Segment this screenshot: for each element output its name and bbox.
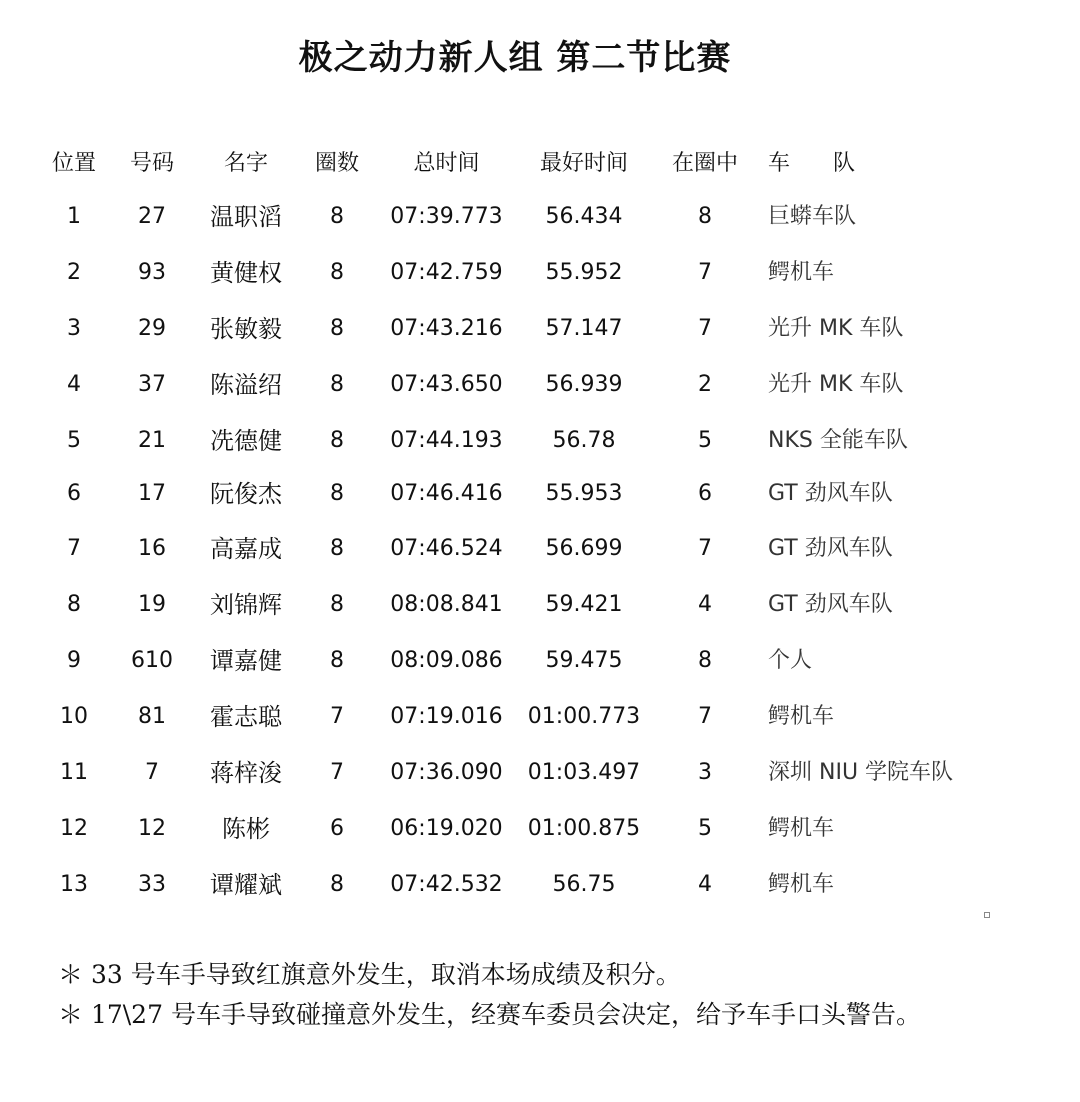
cell-number: 12: [138, 816, 166, 841]
cell-in-lap: 5: [698, 428, 712, 453]
cell-name: 张敏毅: [210, 315, 282, 343]
cell-laps: 8: [330, 648, 344, 673]
cell-name: 蒋梓浚: [210, 759, 282, 787]
cell-position: 11: [60, 760, 88, 785]
cell-in-lap: 2: [698, 372, 712, 397]
cell-total-time: 07:19.016: [390, 704, 503, 729]
cell-total-time: 07:39.773: [390, 204, 503, 229]
cell-in-lap: 4: [698, 592, 712, 617]
cell-total-time: 07:42.532: [390, 872, 503, 897]
cell-laps: 8: [330, 428, 344, 453]
cell-position: 5: [67, 428, 81, 453]
cell-name: 冼德健: [210, 427, 282, 455]
cell-position: 3: [67, 316, 81, 341]
cell-position: 2: [67, 260, 81, 285]
cell-in-lap: 6: [698, 481, 712, 506]
cell-number: 610: [131, 648, 173, 673]
cell-name: 高嘉成: [210, 535, 282, 563]
header-laps: 圈数: [314, 151, 359, 176]
cell-number: 37: [138, 372, 166, 397]
cell-team: 光升 MK 车队: [768, 372, 904, 397]
cell-team: 鳄机车: [768, 872, 835, 897]
table-row: [0, 689, 1080, 745]
cell-team: 巨蟒车队: [768, 204, 857, 229]
cell-best-time: 01:00.773: [527, 704, 641, 729]
header-team: 车 队: [768, 151, 873, 176]
table-row: [0, 245, 1080, 301]
cell-team: GT 劲风车队: [768, 592, 893, 617]
cell-team: GT 劲风车队: [768, 536, 893, 561]
cell-total-time: 07:46.416: [390, 481, 503, 506]
cell-name: 谭嘉健: [210, 647, 282, 675]
cell-team: GT 劲风车队: [768, 481, 893, 506]
cell-number: 29: [138, 316, 166, 341]
cell-best-time: 55.952: [545, 260, 623, 285]
cell-total-time: 08:09.086: [390, 648, 503, 673]
cell-team: NKS 全能车队: [768, 428, 908, 453]
table-row: [0, 801, 1080, 857]
cell-laps: 8: [330, 316, 344, 341]
header-best-time: 最好时间: [539, 151, 628, 176]
page-title: 极之动力新人组 第二节比赛: [298, 38, 732, 78]
table-row: [0, 521, 1080, 577]
cell-best-time: 01:00.875: [527, 816, 641, 841]
cell-name: 刘锦辉: [210, 591, 282, 619]
cell-best-time: 59.475: [545, 648, 623, 673]
cell-position: 8: [67, 592, 81, 617]
cell-laps: 8: [330, 536, 344, 561]
cell-in-lap: 8: [698, 648, 712, 673]
cell-team: 鳄机车: [768, 816, 835, 841]
cell-position: 1: [67, 204, 81, 229]
cell-total-time: 07:43.216: [390, 316, 503, 341]
cell-name: 陈溢绍: [210, 371, 282, 399]
cell-in-lap: 4: [698, 872, 712, 897]
cell-number: 16: [138, 536, 166, 561]
cell-in-lap: 7: [698, 316, 712, 341]
table-row: [0, 301, 1080, 357]
cell-best-time: 56.75: [552, 872, 616, 897]
cell-total-time: 07:46.524: [390, 536, 503, 561]
cell-best-time: 59.421: [545, 592, 623, 617]
cell-total-time: 07:42.759: [390, 260, 503, 285]
cell-in-lap: 8: [698, 204, 712, 229]
footnote-red-flag: ＊ 33 号车手导致红旗意外发生，取消本场成绩及积分。: [58, 960, 681, 989]
table-row: [0, 745, 1080, 801]
cell-number: 19: [138, 592, 166, 617]
cell-number: 21: [138, 428, 166, 453]
cell-in-lap: 7: [698, 260, 712, 285]
cell-team: 光升 MK 车队: [768, 316, 904, 341]
cell-number: 17: [138, 481, 166, 506]
cell-laps: 6: [330, 816, 344, 841]
cell-position: 7: [67, 536, 81, 561]
cell-total-time: 07:36.090: [390, 760, 503, 785]
cell-best-time: 55.953: [545, 481, 623, 506]
cell-laps: 7: [330, 760, 344, 785]
cell-laps: 7: [330, 704, 344, 729]
cell-in-lap: 3: [698, 760, 712, 785]
header-name: 名字: [223, 151, 268, 176]
cell-best-time: 57.147: [545, 316, 623, 341]
cell-laps: 8: [330, 204, 344, 229]
cell-position: 9: [67, 648, 81, 673]
cell-number: 33: [138, 872, 166, 897]
table-row: [0, 466, 1080, 522]
cell-team: 鳄机车: [768, 260, 835, 285]
cell-name: 陈彬: [222, 815, 270, 843]
table-row: [0, 857, 1080, 913]
table-row: [0, 189, 1080, 245]
cell-in-lap: 7: [698, 536, 712, 561]
cell-laps: 8: [330, 481, 344, 506]
cell-position: 10: [60, 704, 88, 729]
cell-number: 7: [145, 760, 159, 785]
table-row: [0, 633, 1080, 689]
cell-best-time: 56.699: [545, 536, 623, 561]
cell-number: 81: [138, 704, 166, 729]
cell-team: 个人: [768, 648, 813, 673]
cell-position: 12: [60, 816, 88, 841]
cell-total-time: 08:08.841: [390, 592, 503, 617]
cell-position: 6: [67, 481, 81, 506]
cell-laps: 8: [330, 260, 344, 285]
cell-best-time: 56.78: [552, 428, 616, 453]
header-number: 号码: [129, 151, 174, 176]
cell-total-time: 07:43.650: [390, 372, 503, 397]
header-total-time: 总时间: [413, 151, 480, 176]
cell-name: 黄健权: [210, 259, 282, 287]
cell-in-lap: 7: [698, 704, 712, 729]
cell-best-time: 56.939: [545, 372, 623, 397]
cell-best-time: 01:03.497: [527, 760, 641, 785]
cell-position: 4: [67, 372, 81, 397]
cell-name: 霍志聪: [210, 703, 282, 731]
cell-number: 27: [138, 204, 166, 229]
cell-in-lap: 5: [698, 816, 712, 841]
table-row: [0, 413, 1080, 469]
header-in-lap: 在圈中: [671, 151, 738, 176]
cell-best-time: 56.434: [545, 204, 623, 229]
cell-team: 深圳 NIU 学院车队: [768, 760, 954, 785]
cell-number: 93: [138, 260, 166, 285]
header-position: 位置: [51, 151, 96, 176]
cell-team: 鳄机车: [768, 704, 835, 729]
cell-name: 阮俊杰: [210, 480, 282, 508]
table-row: [0, 357, 1080, 413]
table-row: [0, 577, 1080, 633]
cell-laps: 8: [330, 372, 344, 397]
cell-name: 温职滔: [210, 203, 282, 231]
cell-laps: 8: [330, 872, 344, 897]
stray-marker: [984, 912, 990, 918]
cell-total-time: 06:19.020: [390, 816, 503, 841]
footnote-collision: ＊ 17\27 号车手导致碰撞意外发生，经赛车委员会决定，给予车手口头警告。: [58, 1000, 921, 1029]
cell-total-time: 07:44.193: [390, 428, 503, 453]
cell-position: 13: [60, 872, 88, 897]
cell-name: 谭耀斌: [210, 871, 282, 899]
cell-laps: 8: [330, 592, 344, 617]
